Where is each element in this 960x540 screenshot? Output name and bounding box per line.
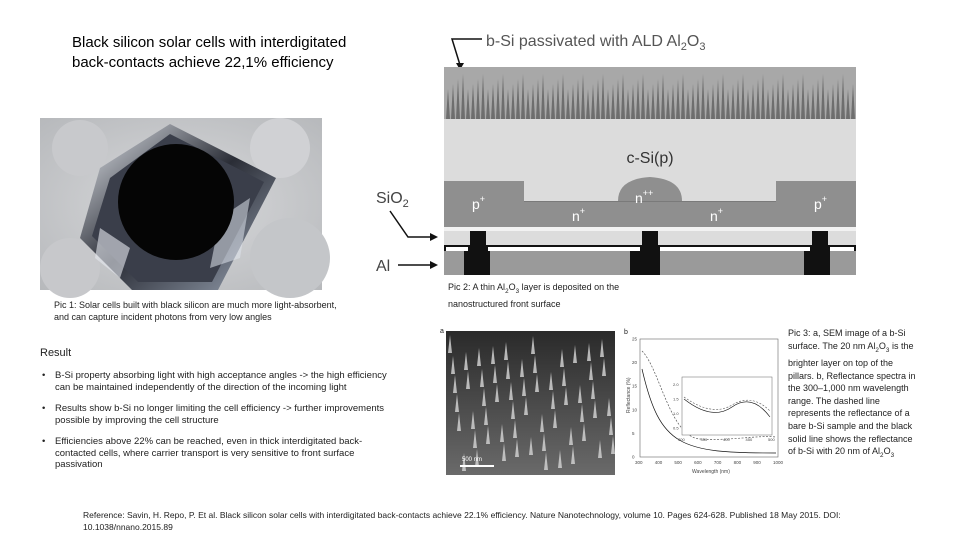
cell-structure-diagram (360, 25, 860, 280)
pic2-caption (448, 281, 658, 310)
sio2-label: SiO$_2$ (376, 190, 409, 210)
pic3-text: a, SEM image of a b-Si surface. The 20 nm Al (788, 328, 906, 351)
plot-inset-xtick-label: 300 (678, 437, 685, 442)
bsi-arrow (452, 39, 482, 65)
plot-ytick-label: 15 (632, 383, 638, 389)
pic3-sub: 3 (890, 451, 895, 459)
sem-image (440, 325, 615, 475)
plot-inset-xtick-label: 350 (700, 437, 708, 442)
solar-cell-photo (40, 118, 322, 290)
sem-panel-label: a (440, 328, 444, 335)
n-plus-label-left: n+ (572, 206, 586, 224)
pic3-text: O (883, 446, 891, 457)
pic3-caption (788, 327, 918, 463)
plot-inset-ytick-label: 2.0 (673, 381, 679, 387)
al-label: Al (376, 258, 391, 275)
plot-panel-label: b (624, 329, 628, 336)
pic2-text: layer is deposited on the nanostructured front surface (448, 282, 620, 309)
sio2-layer (444, 227, 856, 231)
slide-title: Black silicon solar cells with interdigitated back-contacts achieve 22,1% efficiency (72, 34, 347, 71)
pic2-text: A thin Al (472, 282, 506, 292)
pic3-label: Pic 3: (788, 328, 811, 338)
pic1-label: Pic 1: (54, 300, 77, 310)
plot-ytick-label: 10 (632, 407, 638, 413)
bsi-label: b-Si passivated with ALD $Al_2O_3$ (486, 33, 706, 53)
plot-xtick-label: 800 (733, 460, 742, 465)
pic3-sub: 2 (880, 451, 884, 459)
plot-xtick-label: 700 (713, 460, 722, 465)
result-bullet: • Results show b-Si no longer limiting the cell efficiency -> further improvements possible by improving the cell structure (40, 403, 390, 426)
pic3-text: O (878, 340, 886, 351)
bulk-label: c-Si(p) (626, 150, 674, 167)
plot-xtick-label: 300 (635, 460, 643, 465)
pic3-sub: 3 (885, 346, 890, 354)
plot-ylabel: Reflectance (%) (626, 377, 632, 413)
pic1-caption (54, 299, 344, 323)
n-plus-region (524, 201, 776, 227)
result-heading: Result (40, 347, 72, 359)
pic3-sub: 2 (875, 346, 879, 354)
plot-inset-ytick-label: 1.0 (673, 410, 679, 416)
n-plus-plus-label: n++ (635, 188, 654, 206)
plot-ytick-label: 20 (632, 360, 638, 366)
p-plus-label-left: p+ (472, 194, 486, 212)
plot-inset-ytick-label: 0.5 (673, 425, 679, 431)
pic2-label: Pic 2: (448, 282, 471, 292)
pic2-text: O (508, 282, 516, 292)
plot-xlabel: Wavelength (nm) (692, 469, 730, 475)
plot-inset-xtick-label: 500 (768, 437, 775, 442)
plot-ytick-label: 0 (632, 454, 635, 460)
reference-text: Reference: Savin, H. Repo, P. Et al. Black silicon solar cells with interdigitated back-contacts achieve 22.1% efficiency. Nature Nanotechnology, volume 10. Pages 624-628. Published 18 May 2015. DOI: 10.1038/nnano.2015.89 (83, 510, 841, 532)
reflectance-plot (622, 325, 782, 475)
plot-xtick-label: 400 (654, 460, 663, 465)
plot-xtick-label: 600 (694, 460, 702, 465)
plot-ytick-label: 25 (632, 336, 638, 342)
n-plus-label-right: n+ (710, 206, 724, 224)
sio2-arrow (390, 211, 432, 237)
pic1-text: Solar cells built with black silicon are much more light-absorbent, and can capture incident photons from very low angles (54, 300, 337, 322)
plot-inset-xtick-label: 400 (723, 437, 730, 442)
plot-inset-ytick-label: 1.5 (673, 396, 679, 402)
pic3-text: is the brighter layer on top of the pillars. b, Reflectance spectra in the 300–1,000 nm wavelength range. The dashed line represents the reflectance of a bare b-Si sample and the black solid line shows the reflectance of b-Si with 20 nm of Al (788, 340, 916, 457)
result-bullet: • Efficiencies above 22% can be reached, even in thick interdigitated back-contacted cells, where carrier transport is very sensitive to front surface passivation (40, 436, 390, 471)
plot-inset-xtick-label: 450 (745, 437, 753, 442)
p-plus-label-right: p+ (814, 194, 828, 212)
sem-scale-label: 500 nm (462, 457, 483, 463)
result-list (40, 370, 390, 481)
plot-xtick-label: 1000 (773, 460, 784, 465)
p-plus-region-left (444, 181, 524, 227)
pic2-sub: 3 (515, 287, 520, 295)
bsi-texture (444, 67, 856, 119)
plot-xtick-label: 500 (674, 460, 682, 465)
pic2-sub: 2 (505, 287, 509, 295)
result-bullet: • B-Si property absorbing light with high acceptance angles -> the high efficiency can be maintained independently of the direction of the incoming light (40, 370, 390, 393)
plot-xtick-label: 900 (753, 460, 761, 465)
plot-ytick-label: 5 (632, 430, 635, 436)
